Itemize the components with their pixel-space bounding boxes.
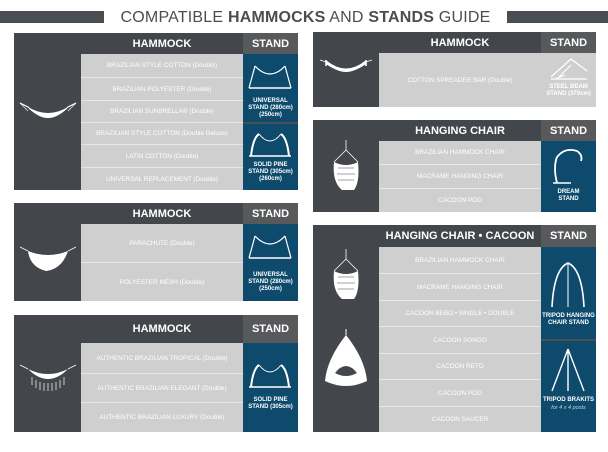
stand-name-line: (250cm) <box>259 112 282 118</box>
title-word-4: STANDS <box>368 9 435 26</box>
stand-header: STAND <box>243 203 298 224</box>
hanging-chair-icon <box>328 138 364 194</box>
hammock-image-cell <box>14 315 81 432</box>
list-item: CACOON SONGO <box>379 326 541 353</box>
list-item: BRAZILIAN HAMMOCK CHAIR <box>379 141 541 164</box>
hammock-header: HAMMOCK <box>81 315 243 343</box>
solid-pine-stand-icon <box>247 130 293 158</box>
hammock-list <box>81 343 243 432</box>
list-item: LATIN COTTON (Double) <box>81 144 243 167</box>
hammock-image-cell <box>313 32 379 107</box>
list-item: BRAZILIAN SUNBRELLA® (Double) <box>81 100 243 122</box>
stand-divider <box>243 122 298 124</box>
stand-subtitle: for 4 x 4 posts <box>551 405 586 411</box>
title-word-2: HAMMOCKS <box>227 9 326 26</box>
list-item: MACRAME HANGING CHAIR <box>379 273 541 300</box>
stand-name-line: STAND (280cm) <box>248 279 293 285</box>
title-word-1: COMPATIBLE <box>120 9 224 26</box>
stand-name-line: STAND <box>558 196 579 202</box>
list-item: AUTHENTIC BRAZILIAN LUXURY (Double) <box>81 402 243 432</box>
universal-stand-icon <box>247 62 293 90</box>
stand-header: STAND <box>243 33 298 54</box>
list-item: CACOON BEBO • SINGLE • DOUBLE <box>379 300 541 326</box>
parachute-hammock-icon <box>18 235 78 275</box>
steel-beam-stand-icon <box>549 57 589 81</box>
stand-name-line: STAND (280cm) <box>248 105 293 111</box>
hammock-image-cell <box>14 203 81 301</box>
stand-name-line: SOLID PINE <box>253 162 288 168</box>
hammock-list <box>379 53 541 107</box>
list-item: BRAZILIAN HAMMOCK CHAIR <box>379 247 541 273</box>
stand-name-line: (260cm) <box>259 176 282 182</box>
stand-name-line: STAND (305cm) <box>248 404 293 410</box>
stand-name-line: UNIVERSAL <box>253 98 288 104</box>
stand-name-line: CHAIR STAND <box>548 320 589 326</box>
list-item: COTTON SPREADER BAR (Double) <box>379 53 541 107</box>
stand-name-line: TRIPOD BRAKITS <box>543 397 594 403</box>
stand-cell-universal <box>243 54 298 190</box>
dream-stand-icon <box>551 147 587 185</box>
solid-pine-stand-icon <box>247 361 293 389</box>
hammock-list <box>81 224 243 301</box>
hanging-chair-panel <box>313 120 596 212</box>
stand-cell-tripod <box>541 247 596 432</box>
cacoon-panel <box>313 225 596 432</box>
cacoon-icon <box>321 329 371 393</box>
list-item: BRAZILIAN POLYESTER (Double) <box>81 77 243 100</box>
cacoon-header: HANGING CHAIR • CACOON <box>379 225 541 247</box>
chair-list <box>379 141 541 212</box>
hammock-header: HAMMOCK <box>81 33 243 54</box>
stand-header: STAND <box>541 120 596 141</box>
stand-header: STAND <box>541 225 596 247</box>
hanging-chair-icon <box>328 247 364 303</box>
hammock-image-cell <box>14 33 81 190</box>
stand-header: STAND <box>243 315 298 343</box>
hammock-list <box>81 54 243 190</box>
cacoon-list <box>379 247 541 432</box>
list-item: POLYESTER MESH (Double) <box>81 262 243 301</box>
stand-name-line: STEEL BEAM <box>549 84 588 90</box>
list-item: CACOON POD <box>379 188 541 212</box>
list-item: AUTHENTIC BRAZILIAN TROPICAL (Double) <box>81 343 243 373</box>
list-item: CACOON SAUCER <box>379 406 541 432</box>
stand-name-line: STAND (370cm) <box>546 91 591 97</box>
tripod-stand-icon <box>548 259 588 309</box>
list-item: MACRAME HANGING CHAIR <box>379 164 541 188</box>
title-bar-right <box>507 11 608 23</box>
stand-cell-dream <box>541 141 596 212</box>
tripod-brakits-icon <box>548 347 588 393</box>
stand-header: STAND <box>541 32 596 53</box>
stand-name-line: SOLID PINE <box>253 397 288 403</box>
fringed-hammock-icon <box>18 355 78 395</box>
hammock-panel-1 <box>14 33 298 190</box>
hammock-panel-2 <box>14 203 298 301</box>
list-item: UNIVERSAL REPLACEMENT (Double) <box>81 167 243 190</box>
stand-cell-solid-pine <box>243 343 298 432</box>
stand-name-line: (250cm) <box>259 286 282 292</box>
list-item: AUTHENTIC BRAZILIAN ELEGANT (Double) <box>81 373 243 402</box>
hammock-header: HAMMOCK <box>379 32 541 53</box>
hammock-panel-3 <box>14 315 298 432</box>
chair-header: HANGING CHAIR <box>379 120 541 141</box>
chair-image-cell <box>313 120 379 212</box>
stand-name-line: TRIPOD HANGING <box>542 313 595 319</box>
list-item: PARACHUTE (Double) <box>81 224 243 262</box>
title-bar-left <box>0 11 104 23</box>
stand-name-line: UNIVERSAL <box>253 272 288 278</box>
page-title <box>0 8 608 28</box>
spreader-bar-hammock-icon <box>318 52 374 82</box>
universal-stand-icon <box>247 232 293 260</box>
stand-cell-universal <box>243 224 298 301</box>
hammock-icon <box>18 89 78 129</box>
list-item: BRAZILIAN STYLE COTTON (Double) <box>81 54 243 77</box>
chair-image-cell <box>313 225 379 432</box>
hammock-header: HAMMOCK <box>81 203 243 224</box>
stand-cell-steel-beam <box>541 53 596 107</box>
stand-name-line: STAND (305cm) <box>248 169 293 175</box>
title-word-5: GUIDE <box>438 9 491 26</box>
stand-name-line: DREAM <box>557 189 580 195</box>
list-item: BRAZILIAN STYLE COTTON (Double Deluxe) <box>81 122 243 144</box>
title-word-3: AND <box>329 9 364 26</box>
list-item: CACOON RETO <box>379 353 541 379</box>
list-item: CACOON POD <box>379 379 541 406</box>
spreader-panel <box>313 32 596 107</box>
stand-divider <box>541 339 596 341</box>
